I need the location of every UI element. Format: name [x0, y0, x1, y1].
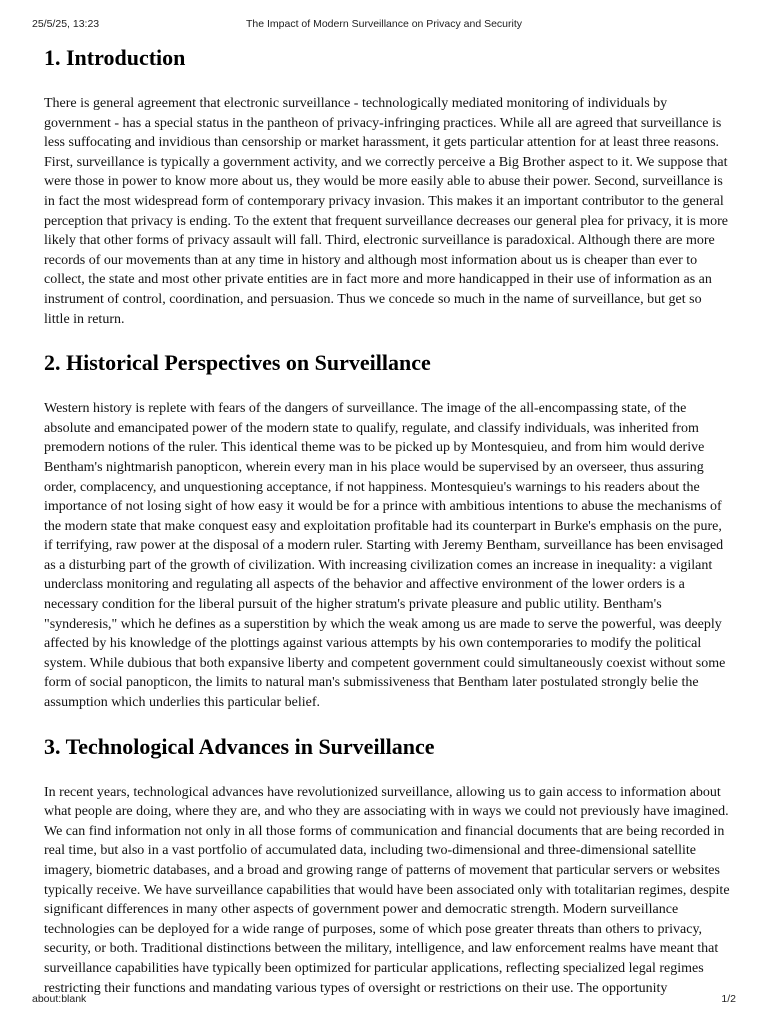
section-heading: 3. Technological Advances in Surveillance: [44, 733, 435, 759]
document-body: [44, 36, 730, 996]
section-historical-perspectives: [44, 347, 730, 713]
section-technological-advances: [44, 731, 730, 999]
print-footer: [32, 993, 736, 1009]
section-paragraph: There is general agreement that electronic surveillance - technologically mediated monitoring of individuals by government - has a special status in the pantheon of privacy-infringing practices. While all are agreed that surveillance is less suffocating and invidious than censorship or market harassment, it gets particular attention for at least three reasons. First, surveillance is typically a government activity, and we correctly perceive a Big Brother aspect to it. We suppose that were those in power to know more about us, they would be more easily able to abuse their power. Second, surveillance is in fact the most widespread form of contemporary privacy invasion. This makes it an important contributor to the general perception that privacy is ending. To the extent that frequent surveillance decreases our general plea for privacy, it is more likely that other forms of privacy assault will fall. Third, electronic surveillance is paradoxical. Although there are more records of our movements than at any time in history and although most information about us is cheaper than ever to collect, the state and most other private entities are in fact more and more handicapped in their use of information as an instrument of control, coordination, and persuasion. Thus we concede so much in the name of surveillance, but get so little in return.: [44, 96, 728, 327]
print-header: [32, 18, 736, 34]
section-heading: 1. Introduction: [44, 45, 186, 70]
page-url: about:blank: [32, 993, 87, 1005]
section-introduction: [44, 42, 730, 329]
print-date: 25/5/25, 13:23: [32, 18, 100, 30]
page-number: 1/2: [721, 993, 736, 1005]
document-title: The Impact of Modern Surveillance on Privacy and Security: [245, 18, 523, 30]
section-heading: 2. Historical Perspectives on Surveillance: [44, 350, 431, 376]
section-paragraph: In recent years, technological advances have revolutionized surveillance, allowing us to gain access to information about what people are doing, where they are, and who they are associating with in ways we could not previously have imagined. We can find information not only in all those forms of communication and financial documents that are being recorded in real time, but also in a vast portfolio of accumulated data, including two-dimensional and three-dimensional satellite imagery, biometric databases, and a broad and growing range of patterns of movement that particular servers or websites typically receive. We have surveillance capabilities that would have been associated only with totalitarian regimes, despite significant differences in many other aspects of government power and democratic strength. Modern surveillance technologies can be deployed for a wide range of purposes, some of which pose greater threats than others to privacy, security, or both. Traditional distinctions between the military, intelligence, and law enforcement realms have meant that surveillance capabilities have typically been optimized for particular applications, reflecting specialized legal regimes restricting their functions and mandating various types of oversight or restrictions on their use. The opportunity: [44, 784, 730, 996]
section-paragraph: Western history is replete with fears of the dangers of surveillance. The image of the all-encompassing state, of the absolute and emancipated power of the modern state to qualify, regulate, and classify individuals, was inherited from premodern notions of the ruler. This identical theme was to be picked up by Montesquieu, and from him would derive Bentham's nightmarish panopticon, wherein every man in his place would be supervised by an overseer, thus assuring order, complacency, and unquestioning acceptance, if not happiness. Montesquieu's warnings to his readers about the importance of not losing sight of how easy it would be for a prince with ambitious intentions to abuse the mechanisms of the modern state that make conquest easy and exploitation profitable had its counterpart in Burke's emphasis on the pure, if terrifying, raw power at the disposal of a modern ruler. Starting with Jeremy Bentham, surveillance has been envisaged as a disturbing part of the growth of civilization. With increasing civilization comes an increase in inequality: a vigilant underclass monitoring and regulating all aspects of the behavior and affective environment of the lower orders is a necessary condition for the liberal pursuit of the higher stratum's private pleasure and public utility. Bentham's "synderesis," which he defines as a superstition by which the weak among us are made to serve the powerful, was deeply affected by his knowledge of the plottings against various attempts by his own contemporaries to modify the political system. While dubious that both expansive liberty and competent government could simultaneously coexist without some form of social panopticon, the limits to natural man's submissiveness that Bentham later postulated strongly belie the assumption which underlies this particular belief.: [44, 401, 726, 711]
